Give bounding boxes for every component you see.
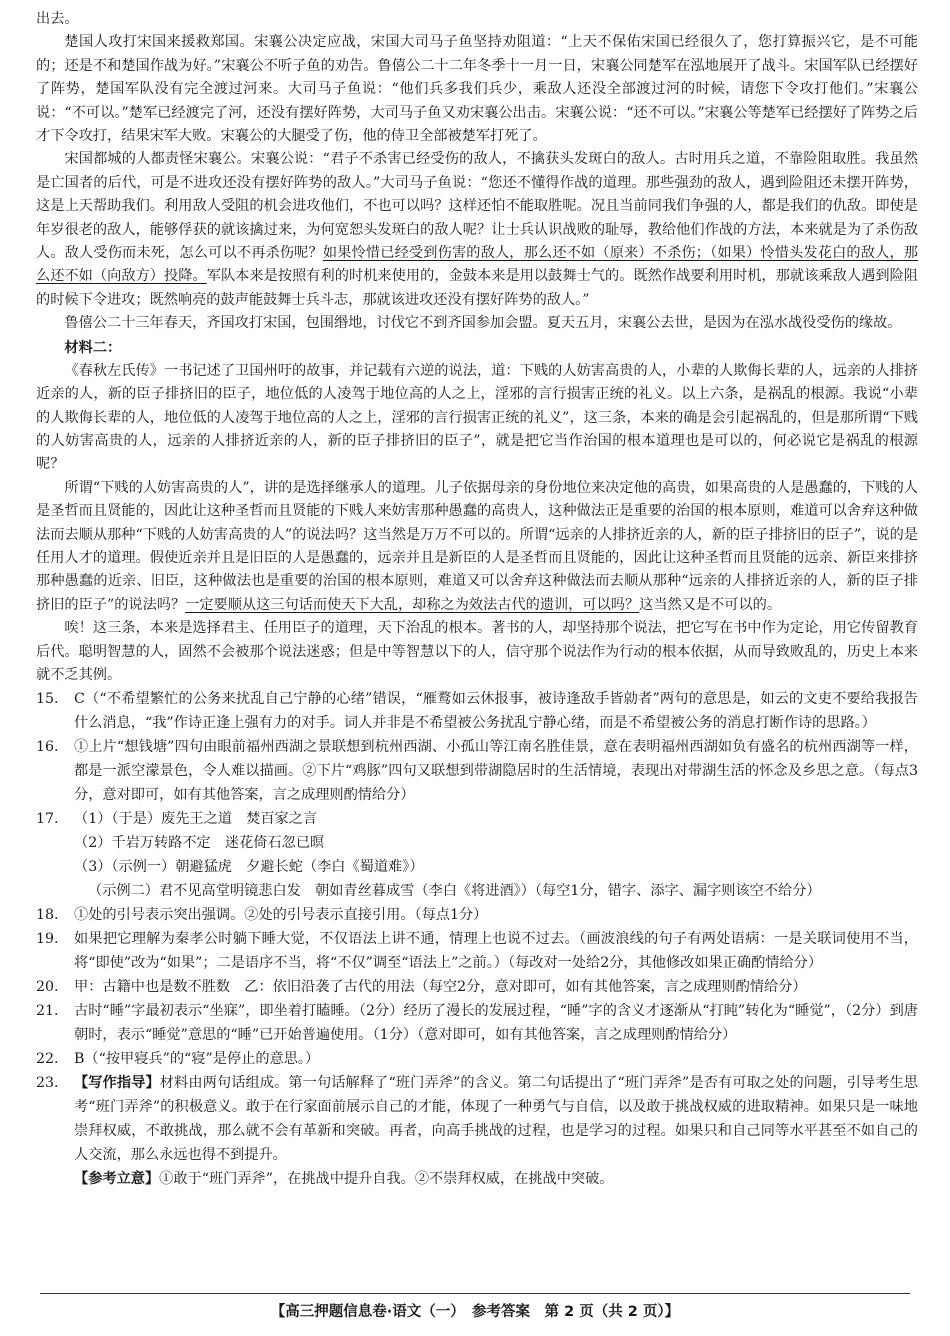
- reference-text: ①敢于“班门弄斧”，在挑战中提升自我。②不崇拜权威，在挑战中突破。: [159, 1171, 614, 1188]
- passage-paragraph: 唉！这三条，本来是选择君主、任用臣子的道理，天下治乱的根本。著书的人，却坚持那个说法，把它写在书中作为定论，用它传留教育后代。聪明智慧的人，固然不会被那个说法迷惑；但是中等智慧以下的人，信守那个说法作为行动的根本依据，从而导致败乱的，历史上本来就不乏其例。: [36, 620, 918, 683]
- underlined-sentence: 如果怜惜已经受到伤害的敌人，那么还不如（原来）不杀伤；（如果）怜惜头发花白的敌人，那么还不如（向敌方）投降。: [36, 245, 918, 285]
- answer-23-reference: [36, 1167, 918, 1191]
- answer-18: 18. ①处的引号表示突出强调。②处的引号表示直接引用。（每点1分）: [36, 907, 488, 924]
- passage-paragraph: 《春秋左氏传》一书记述了卫国州吁的故事，并记载有六逆的说法，道：下贱的人妨害高贵的人，小辈的人欺侮长辈的人，远亲的人排挤近亲的人，新的臣子排挤旧的臣子，地位低的人凌驾于地位高的人之上，淫邪的言行损害正统的礼义。以上六条，是祸乱的根源。我说“小辈的人欺侮长辈的人，地位低的人凌驾于地位高的人之上，淫邪的言行损害正统的礼义”，这三条，本来的确是会引起祸乱的，但是那所谓“下贱的人妨害高贵的人，远亲的人排挤近亲的人，新的臣子排挤旧的臣子”，就是把它当作治国的根本道理也是可以的，何必说它是祸乱的根源呢？: [36, 362, 918, 473]
- answer-22: 22. B（“按甲寝兵”的“寝”是停止的意思。）: [36, 1051, 320, 1068]
- passage-fragment: 出去。: [36, 11, 79, 27]
- answer-20: 20. 甲：古籍中也是数不胜数 乙：依旧沿袭了古代的用法（每空2分，意对即可，如有其他答案，言之成理则酌情给分）: [36, 979, 807, 996]
- underlined-sentence: 一定要顺从这三句话而使天下大乱，却称之为效法古代的遗训，可以吗？: [185, 596, 640, 613]
- passage-paragraph: 楚国人攻打宋国来援救郑国。宋襄公决定应战，宋国大司马子鱼坚持劝阻道：“上天不保佑宋国已经很久了，您打算振兴它，是不可能的；还是不和楚国作战为好。”宋襄公不听子鱼的劝告。鲁僖公二十二年冬季十一月一日，宋襄公同楚军在泓地展开了战斗。宋国军队已经摆好了阵势，楚国军队没有完全渡过河来。大司马子鱼说：“他们兵多我们兵少，乘敌人还没全部渡过河的时候，请您下令攻打他们。”宋襄公说：“不可以。”楚军已经渡完了河，还没有摆好阵势，大司马子鱼又劝宋襄公出击。宋襄公说：“还不可以。”宋襄公等楚军已经摆好了阵势之后才下令攻打，结果宋军大败。宋襄公的大腿受了伤，他的侍卫全部被楚军打死了。: [36, 34, 918, 145]
- passage-paragraph: [36, 477, 918, 617]
- page-footer: 【高三押题信息卷·语文（一） 参考答案 第 2 页（共 2 页）】: [270, 1304, 680, 1320]
- answer-23: 23. 【写作指导】材料由两句话组成。第一句话解释了“班门弄斧”的含义。第二句话提出了“班门弄斧”是否有可取之处的问题，引导考生思考“班门弄斧”的积极意义。敢于在行家面前展示自己的才能，体现了一种勇气与自信，以及敢于挑战权威的进取精神。如果只是一味地崇拜权威，不敢挑战，那么就不会有革新和突破。再者，向高手挑战的过程，也是学习的过程。如果只和自己同等水平甚至不如自己的人交流，那么永远也得不到提升。: [36, 1075, 918, 1164]
- answer-17-line: （2）千岩万转路不定 迷花倚石忽已暝: [74, 835, 325, 852]
- passage-text: 军队本来是按照有利的时机来使用的，金鼓本来是用以鼓舞士气的。既然作战要利用时机，那就该乘敌人遇到险阻的时候下令进攻；既然响亮的鼓声能鼓舞士兵斗志，那就该进攻还没有摆好阵势的敌人。”: [36, 268, 918, 308]
- answer-15: 15. C（“不希望繁忙的公务来扰乱自己宁静的心绪”错误，“雁鹜如云休报事，被诗逢敌手皆勍者”两句的意思是，如云的文吏不要给我报告什么消息，“我”作诗正逢上强有力的对手。词人并非是不希望被公务扰乱宁静心绪，而是不希望被公务的消息打断作诗的思路。）: [36, 691, 918, 732]
- reference-tag: 【参考立意】: [74, 1171, 160, 1188]
- writing-guide-text: 材料由两句话组成。第一句话解释了“班门弄斧”的含义。第二句话提出了“班门弄斧”是否有可取之处的问题，引导考生思考“班门弄斧”的积极意义。敢于在行家面前展示自己的才能，体现了一种勇气与自信，以及敢于挑战权威的进取精神。如果只是一味地崇拜权威，不敢挑战，那么就不会有革新和突破。再者，向高手挑战的过程，也是学习的过程。如果只和自己同等水平甚至不如自己的人交流，那么永远也得不到提升。: [74, 1075, 918, 1164]
- passage-paragraph: [36, 148, 918, 312]
- passage-text: 所谓“下贱的人妨害高贵的人”，讲的是选择继承人的道理。儿子依据母亲的身份地位来决定他的高贵，如果高贵的人是愚蠢的，下贱的人是圣哲而且贤能的，因此让这种圣哲而且贤能的下贱人来妨害那种愚蠢的高贵人，这种做法正是重要的治国的根本原则，难道可以舍弃这种做法而去顺从那种“下贱的人妨害高贵的人”的说法吗？这当然是万万不可以的。所谓“远亲的人排挤近亲的人，新的臣子排挤旧的臣子”，说的是任用人才的道理。假使近亲并且是旧臣的人是愚蠢的，远亲并且是新臣的人是圣哲而且贤能的，因此让这种圣哲而且贤能的远亲、新臣来排挤那种愚蠢的近亲、旧臣，这种做法也是重要的治国的根本原则，难道又可以舍弃这种做法而去顺从那种“远亲的人排挤近亲的人，新的臣子排挤旧的臣子”的说法吗？: [36, 479, 918, 613]
- answer-16: 16. ①上片“想钱塘”四句由眼前福州西湖之景联想到杭州西湖、小孤山等江南名胜佳景，意在表明福州西湖如负有盛名的杭州西湖等一样，都是一派空濛景色，令人难以描画。②下片“鸡豚”四句又联想到带湖隐居时的生活情境，表现出对带湖生活的怀念及乡思之意。（每点3分，意对即可，如有其他答案，言之成理则酌情给分）: [36, 739, 918, 804]
- passage-text: 这当然又是不可以的。: [639, 596, 782, 613]
- answer-17-line: （3）（示例一）朝避猛虎 夕避长蛇（李白《蜀道难》）: [74, 859, 424, 876]
- answer-19: 19. 如果把它理解为秦孝公时躺下睡大觉，不仅语法上讲不通，情理上也说不过去。（画波浪线的句子有两处语病：一是关联词使用不当，将“即使”改为“如果”；二是语序不当，将“不仅”调至“语法上”之前。）（每改对一处给2分，其他修改如果正确酌情给分）: [36, 931, 918, 972]
- passage-paragraph: 鲁僖公二十三年春天，齐国攻打宋国，包围缗地，讨伐它不到齐国参加会盟。夏天五月，宋襄公去世，是因为在泓水战役受伤的缘故。: [64, 315, 902, 332]
- passage-text: 宋国都城的人都责怪宋襄公。宋襄公说：“君子不杀害已经受伤的敌人，不擒获头发斑白的敌人。古时用兵之道，不靠险阻取胜。我虽然是亡国者的后代，可是不进攻还没有摆好阵势的敌人。”大司马子鱼说：“您还不懂得作战的道理。那些强劲的敌人，遇到险阻还未摆开阵势，这是上天帮助我们。利用敌人受阻的机会进攻他们，不也可以吗？这样还怕不能取胜呢。况且当前同我们争强的人，都是我们的仇敌。即使是年岁很老的敌人，能够俘获的就该擒过来，为何宽恕头发斑白的敌人呢？让士兵认识战败的耻辱，教给他们作战的方法，本来就是为了杀伤敌人。敌人受伤而未死，怎么可以不再杀伤呢？: [36, 151, 918, 262]
- writing-guide-tag: 【写作指导】: [74, 1075, 160, 1092]
- footer-divider: [40, 1293, 910, 1294]
- answer-page: [36, 8, 918, 1191]
- material-two-heading: 材料二：: [64, 339, 122, 356]
- answer-17: 17. （1）（于是）废先王之道 焚百家之言: [36, 811, 318, 828]
- answer-21: 21. 古时“睡”字最初表示“坐寐”，即坐着打瞌睡。（2分）经历了漫长的发展过程，“睡”字的含义才逐渐从“打盹”转化为“睡觉”，（2分）到唐朝时，表示“睡觉”意思的“睡”已开始普遍使用。（1分）（意对即可，如有其他答案，言之成理则酌情给分）: [36, 1003, 918, 1044]
- answer-17-line: （示例二）君不见高堂明镜悲白发 朝如青丝暮成雪（李白《将进酒》）（每空1分，错字、添字、漏字则该空不给分）: [88, 883, 821, 900]
